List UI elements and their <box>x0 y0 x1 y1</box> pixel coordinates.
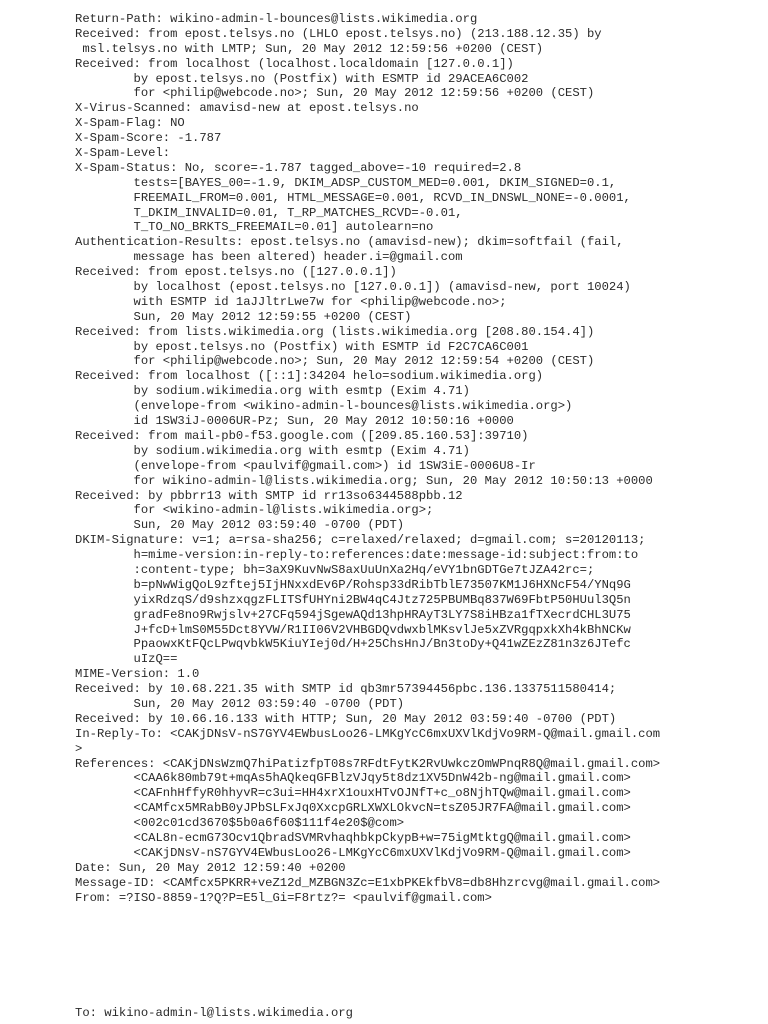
header-line: X-Spam-Status: No, score=-1.787 tagged_above=-10 required=2.8 <box>75 160 522 175</box>
header-line: Received: from mail-pb0-f53.google.com ([209.85.160.53]:39710) <box>75 428 529 443</box>
header-line: Received: from lists.wikimedia.org (lists.wikimedia.org [208.80.154.4]) <box>75 324 595 339</box>
header-line: Received: from epost.telsys.no ([127.0.0.1]) <box>75 265 397 280</box>
header-line: Received: from localhost ([::1]:34204 helo=sodium.wikimedia.org) <box>75 369 544 384</box>
header-line: Sun, 20 May 2012 12:59:55 +0200 (CEST) <box>75 309 412 324</box>
header-line: <CAL8n-ecmG73Ocv1QbradSVMRvhaqhbkpCkypB+w=75igMtktgQ@mail.gmail.com> <box>75 830 631 845</box>
header-line: <002c01cd3670$5b0a6f60$111f4e20$@com> <box>75 816 405 831</box>
header-line: Message-ID: <CAMfcx5PKRR+veZ12d_MZBGN3Zc=E1xbPKEkfbV8=db8Hhzrcvg@mail.gmail.com> <box>75 875 661 890</box>
header-line: X-Spam-Score: -1.787 <box>75 131 222 146</box>
header-line: Sun, 20 May 2012 03:59:40 -0700 (PDT) <box>75 518 405 533</box>
header-line: PpaowxKtFQcLPwqvbkW5KiuYIej0d/H+25ChsHnJ/Bn3toDy+Q41wZEzZ81n3z6JTefc <box>75 637 631 652</box>
header-line: for <wikino-admin-l@lists.wikimedia.org>; <box>75 503 434 518</box>
header-line: message has been altered) header.i=@gmail.com <box>75 250 463 265</box>
header-line: with ESMTP id 1aJJltrLwe7w for <philip@webcode.no>; <box>75 294 507 309</box>
header-line: Received: by 10.66.16.133 with HTTP; Sun, 20 May 2012 03:59:40 -0700 (PDT) <box>75 711 617 726</box>
header-line: Date: Sun, 20 May 2012 12:59:40 +0200 <box>75 860 346 875</box>
header-line: <CAKjDNsV-nS7GYV4EWbusLoo26-LMKgYcC6mxUXVlKdjVo9RM-Q@mail.gmail.com> <box>75 845 631 860</box>
header-line: Received: from localhost (localhost.localdomain [127.0.0.1]) <box>75 56 514 71</box>
header-line: <CAFnhHffyR0hhyvR=c3ui=HH4xrX1ouxHTvOJNfT+c_o8NjhTQw@mail.gmail.com> <box>75 786 631 801</box>
header-line: FREEMAIL_FROM=0.001, HTML_MESSAGE=0.001, RCVD_IN_DNSWL_NONE=-0.0001, <box>75 190 631 205</box>
header-line: X-Spam-Flag: NO <box>75 116 185 131</box>
header-line: msl.telsys.no with LMTP; Sun, 20 May 2012 12:59:56 +0200 (CEST) <box>75 41 544 56</box>
header-line: by sodium.wikimedia.org with esmtp (Exim 4.71) <box>75 384 470 399</box>
header-line: <CAMfcx5MRabB0yJPbSLFxJq0XxcpGRLXWXLOkvcN=tsZ05JR7FA@mail.gmail.com> <box>75 801 631 816</box>
header-line: X-Virus-Scanned: amavisd-new at epost.telsys.no <box>75 101 419 116</box>
header-line: id 1SW3iJ-0006UR-Pz; Sun, 20 May 2012 10:50:16 +0000 <box>75 414 514 429</box>
header-line: T_DKIM_INVALID=0.01, T_RP_MATCHES_RCVD=-0.01, <box>75 205 463 220</box>
header-line: Sun, 20 May 2012 03:59:40 -0700 (PDT) <box>75 696 405 711</box>
header-line: X-Spam-Level: <box>75 146 171 161</box>
header-line: <CAA6k80mb79t+mqAs5hAQkeqGFBlzVJqy5t8dz1XV5DnW42b-ng@mail.gmail.com> <box>75 771 631 786</box>
header-line: > <box>75 741 83 756</box>
header-line: by epost.telsys.no (Postfix) with ESMTP id 29ACEA6C002 <box>75 71 529 86</box>
to-header-line: To: wikino-admin-l@lists.wikimedia.org <box>75 1006 353 1020</box>
header-line: Received: by 10.68.221.35 with SMTP id qb3mr57394456pbc.136.1337511580414; <box>75 682 617 697</box>
header-line: DKIM-Signature: v=1; a=rsa-sha256; c=relaxed/relaxed; d=gmail.com; s=20120113; <box>75 533 646 548</box>
header-line: Received: from epost.telsys.no (LHLO epost.telsys.no) (213.188.12.35) by <box>75 26 602 41</box>
header-line: MIME-Version: 1.0 <box>75 667 200 682</box>
header-line: J+fcD+lmS0M55Dct8YVW/R1II06V2VHBGDQvdwxblMKsvlJe5xZVRgqpxkXh4kBhNCKw <box>75 622 631 637</box>
header-line: for wikino-admin-l@lists.wikimedia.org; Sun, 20 May 2012 10:50:13 +0000 <box>75 473 653 488</box>
header-line: :content-type; bh=3aX9KuvNwS8axUuUnXa2Hq/eVY1bnGDTGe7tJZA42rc=; <box>75 562 595 577</box>
header-line: Received: by pbbrr13 with SMTP id rr13so6344588pbb.12 <box>75 488 463 503</box>
header-line: by sodium.wikimedia.org with esmtp (Exim 4.71) <box>75 443 470 458</box>
header-line: h=mime-version:in-reply-to:references:date:message-id:subject:from:to <box>75 548 639 563</box>
header-line: Authentication-Results: epost.telsys.no (amavisd-new); dkim=softfail (fail, <box>75 235 624 250</box>
header-line: by epost.telsys.no (Postfix) with ESMTP id F2C7CA6C001 <box>75 339 529 354</box>
header-line: (envelope-from <paulvif@gmail.com>) id 1SW3iE-0006U8-Ir <box>75 458 536 473</box>
email-header-block <box>75 12 765 905</box>
header-line: tests=[BAYES_00=-1.9, DKIM_ADSP_CUSTOM_MED=0.001, DKIM_SIGNED=0.1, <box>75 175 617 190</box>
header-line: uIzQ== <box>75 652 178 667</box>
header-line: T_TO_NO_BRKTS_FREEMAIL=0.01] autolearn=no <box>75 220 434 235</box>
header-line: (envelope-from <wikino-admin-l-bounces@lists.wikimedia.org>) <box>75 399 573 414</box>
header-line: by localhost (epost.telsys.no [127.0.0.1]) (amavisd-new, port 10024) <box>75 280 631 295</box>
header-line: gradFe8no9Rwjslv+27CFq594jSgewAQd13hpHRAyT3LY7S8iHBza1fTXecrdCHL3U75 <box>75 607 631 622</box>
header-line: b=pNwWigQoL9zftej5IjHNxxdEv6P/Rohsp33dRibTblE73507KM1J6HXNcF54/YNq9G <box>75 577 631 592</box>
header-line: for <philip@webcode.no>; Sun, 20 May 2012 12:59:54 +0200 (CEST) <box>75 354 595 369</box>
header-line: for <philip@webcode.no>; Sun, 20 May 2012 12:59:56 +0200 (CEST) <box>75 86 595 101</box>
header-line: From: =?ISO-8859-1?Q?P=E5l_Gi=F8rtz?= <paulvif@gmail.com> <box>75 890 492 905</box>
header-line: References: <CAKjDNsWzmQ7hiPatizfpT08s7RFdtFytK2RvUwkczOmWPnqR8Q@mail.gmail.com> <box>75 756 661 771</box>
header-line: Return-Path: wikino-admin-l-bounces@lists.wikimedia.org <box>75 12 478 26</box>
header-line: yixRdzqS/d9shzxqgzFLITSfUHYni2BW4qC4Jtz725PBUMBq837W69FbtP50HUul3Q5n <box>75 592 631 607</box>
header-line: In-Reply-To: <CAKjDNsV-nS7GYV4EWbusLoo26-LMKgYcC6mxUXVlKdjVo9RM-Q@mail.gmail.com <box>75 726 661 741</box>
